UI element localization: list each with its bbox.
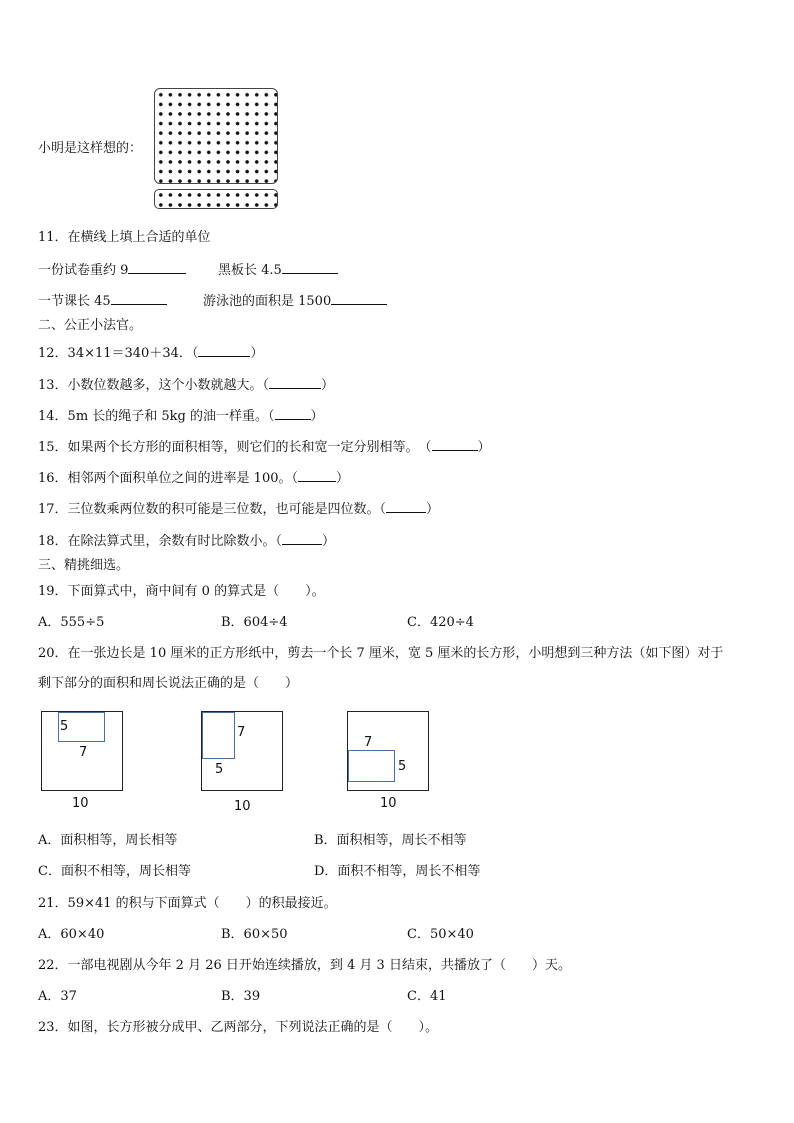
width-label: 5: [398, 759, 407, 774]
side-label: 10: [72, 796, 89, 811]
close-paren: ）: [250, 346, 264, 361]
length-label: 7: [364, 735, 373, 750]
section-2-heading: 二、公正小法官。: [38, 318, 143, 333]
answer-blank[interactable]: [198, 344, 250, 357]
cut-rectangle: [202, 712, 235, 759]
q18: [38, 532, 335, 550]
close-paren: ）: [477, 440, 491, 455]
q13-text: 13．小数位数越多，这个小数就越大。（: [38, 378, 270, 393]
side-label: 10: [234, 799, 251, 814]
q12-text: 12．34×11＝340＋34．（: [38, 346, 199, 361]
intro-label: 小明是这样想的：: [38, 141, 143, 156]
q19-option-b[interactable]: B．604÷4: [221, 615, 288, 630]
answer-blank[interactable]: [331, 292, 387, 305]
q11-item-c: [38, 292, 167, 310]
close-paren: ）: [310, 409, 324, 424]
q11-title: 11．在横线上填上合适的单位: [38, 230, 211, 245]
q16: [38, 469, 349, 487]
q15-text: 15．如果两个长方形的面积相等，则它们的长和宽一定分别相等。 （: [38, 440, 432, 455]
length-label: 7: [237, 725, 246, 740]
q16-text: 16．相邻两个面积单位之间的进率是 100。（: [38, 471, 298, 486]
length-label: 7: [79, 745, 88, 760]
q22-option-a[interactable]: A．37: [38, 989, 77, 1004]
q20-option-b[interactable]: B．面积相等，周长不相等: [314, 833, 467, 848]
ten-dot-strip: [154, 189, 278, 209]
answer-blank[interactable]: [298, 469, 336, 482]
close-paren: ）: [336, 471, 350, 486]
section-3-heading: 三、精挑细选。: [38, 558, 130, 573]
hundred-dot-grid: [154, 88, 278, 184]
q14-text: 14．5m 长的绳子和 5kg 的油一样重。（: [38, 409, 275, 424]
side-label: 10: [380, 796, 397, 811]
q11-item-b: [218, 261, 338, 279]
q20-option-c[interactable]: C．面积不相等，周长相等: [38, 864, 191, 879]
q11-d-text: 游泳池的面积是 1500: [203, 294, 332, 309]
q20-stem-line1: 20．在一张边长是 10 厘米的正方形纸中，剪去一个长 7 厘米，宽 5 厘米的长方形，小明想到三种方法（如下图）对于: [38, 646, 724, 661]
q23-stem: 23．如图，长方形被分成甲、乙两部分，下列说法正确的是（ ）。: [38, 1020, 439, 1035]
answer-blank[interactable]: [128, 261, 186, 274]
answer-blank[interactable]: [432, 438, 478, 451]
q14: [38, 407, 324, 425]
width-label: 5: [215, 762, 224, 777]
answer-blank[interactable]: [111, 292, 167, 305]
q21-option-c[interactable]: C．50×40: [407, 927, 474, 942]
q19-option-c[interactable]: C．420÷4: [407, 615, 474, 630]
q13: [38, 376, 334, 394]
q11-item-d: [203, 292, 387, 310]
q12: [38, 344, 263, 362]
q19-stem: 19．下面算式中，商中间有 0 的算式是（ ）。: [38, 584, 325, 599]
cut-rectangle: [348, 750, 395, 782]
answer-blank[interactable]: [282, 261, 338, 274]
answer-blank[interactable]: [386, 500, 426, 513]
q17: [38, 500, 439, 518]
q22-stem: 22．一部电视剧从今年 2 月 26 日开始连续播放，到 4 月 3 日结束，共播放了（ ）天。: [38, 958, 571, 973]
q19-option-a[interactable]: A．555÷5: [38, 615, 105, 630]
q20-stem-line2: 剩下部分的面积和周长说法正确的是（ ）: [38, 676, 299, 691]
q20-option-a[interactable]: A．面积相等，周长相等: [38, 833, 178, 848]
q18-text: 18．在除法算式里，余数有时比除数小。（: [38, 534, 283, 549]
q22-option-c[interactable]: C．41: [407, 989, 447, 1004]
q21-option-b[interactable]: B．60×50: [221, 927, 288, 942]
q21-stem: 21．59×41 的积与下面算式（ ）的积最接近。: [38, 896, 337, 911]
q15: [38, 438, 491, 456]
answer-blank[interactable]: [275, 407, 311, 420]
q11-item-a: [38, 261, 186, 279]
answer-blank[interactable]: [269, 376, 321, 389]
answer-blank[interactable]: [282, 532, 322, 545]
q22-option-b[interactable]: B．39: [221, 989, 261, 1004]
q11-a-text: 一份试卷重约 9: [38, 263, 129, 278]
close-paren: ）: [426, 502, 440, 517]
q20-option-d[interactable]: D．面积不相等，周长不相等: [314, 864, 481, 879]
width-label: 5: [60, 719, 69, 734]
q17-text: 17．三位数乘两位数的积可能是三位数，也可能是四位数。（: [38, 502, 387, 517]
q21-option-a[interactable]: A．60×40: [38, 927, 105, 942]
close-paren: ）: [321, 378, 335, 393]
q11-b-text: 黑板长 4.5: [218, 263, 282, 278]
close-paren: ）: [322, 534, 336, 549]
q11-c-text: 一节课长 45: [38, 294, 111, 309]
